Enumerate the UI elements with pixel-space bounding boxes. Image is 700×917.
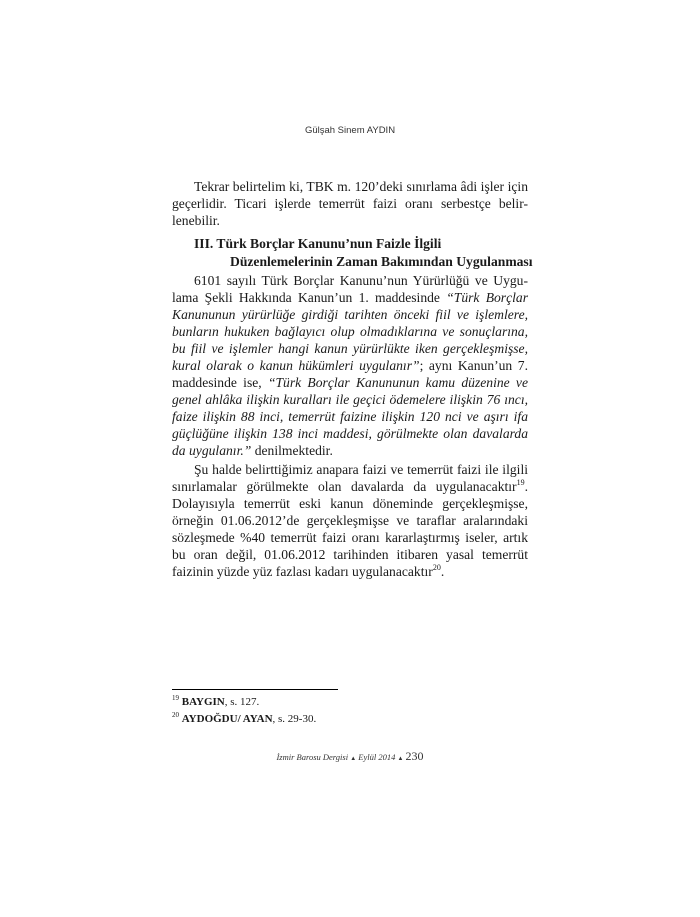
- text-segment: Şu halde belirttiğimiz anapara faizi ve temerrüt faizi ile ilgili: [194, 462, 528, 477]
- text-segment: ; aynı Kanun’un 7.: [419, 358, 528, 373]
- text-segment: da uygulanır.”: [172, 443, 252, 458]
- text-line: [172, 442, 528, 459]
- text-line: [172, 195, 528, 212]
- text-line: [172, 323, 528, 340]
- text-line: [172, 391, 528, 408]
- footnote-reference: 19: [516, 478, 525, 487]
- text-line: [172, 563, 528, 580]
- footnote-separator: [172, 689, 338, 690]
- footnote-number: 20: [172, 711, 179, 719]
- text-segment: geçerlidir. Ticari işlerde temerrüt faizi oranı serbestçe belir-: [172, 196, 528, 211]
- footnote-20: [172, 713, 316, 725]
- footnote-text: , s. 29-30.: [272, 713, 317, 725]
- text-segment: Tekrar belirtelim ki, TBK m. 120’deki sınırlama âdi işler için: [194, 179, 528, 194]
- section-heading: [172, 235, 533, 270]
- text-line: [172, 306, 528, 323]
- paragraph-1: [172, 178, 528, 229]
- text-segment: “Türk Borçlar Kanununun kamu düzenine ve: [267, 375, 528, 390]
- footnote-text: , s. 127.: [224, 696, 260, 708]
- page-number: 230: [405, 749, 424, 763]
- text-segment: örneğin 01.06.2012’de gerçekleşmişse ve taraflar aralarındaki: [172, 513, 528, 528]
- text-line: [172, 374, 528, 391]
- text-segment: güçlüğüne ilişkin 138 inci maddesi, görülmekte olan davalarda: [172, 426, 528, 441]
- footnote-reference: 20: [432, 563, 441, 572]
- separator-triangle-icon: ▲: [350, 756, 357, 762]
- text-line: [172, 425, 528, 442]
- text-segment: bunların hukuken bağlayıcı olup olmadıklarına ve sonuçlarına,: [172, 324, 528, 339]
- text-line: [172, 340, 528, 357]
- text-line: [172, 408, 528, 425]
- text-segment: “Türk Borçlar: [446, 290, 528, 305]
- text-segment: sınırlamalar görülmekte olan davalarda da uygulanacaktır: [172, 479, 517, 494]
- page-footer: [0, 749, 700, 764]
- journal-name: İzmir Barosu Dergisi: [276, 752, 349, 762]
- footnote-19: [172, 696, 259, 708]
- text-segment: genel ahlâka ilişkin kuralları ile geçici ödemelere ilişkin 76 ıncı,: [172, 392, 528, 407]
- text-line: [172, 461, 528, 478]
- text-segment: kural olarak o kanun hükümleri uygulanır”: [172, 358, 420, 373]
- running-header: Gülşah Sinem AYDIN: [304, 125, 396, 136]
- issue-date: Eylül 2014: [358, 752, 396, 762]
- text-line: [172, 495, 528, 512]
- footnote-author: BAYGIN: [181, 696, 225, 708]
- text-line: [172, 546, 528, 563]
- text-segment: 6101 sayılı Türk Borçlar Kanunu’nun Yürürlüğü ve Uygu-: [194, 273, 528, 288]
- heading-line-2: Düzenlemelerinin Zaman Bakımından Uygulanması: [230, 253, 533, 269]
- text-segment: sözleşmede %40 temerrüt faizi oranı kararlaştırmış iseler, artık: [172, 530, 528, 545]
- text-segment: lenebilir.: [172, 213, 220, 228]
- text-line: [172, 357, 528, 374]
- text-segment: .: [440, 564, 445, 579]
- text-segment: bu fiil ve işlemler hangi kanun yürürlükte iken gerçekleşmişse,: [172, 341, 528, 356]
- text-segment: faizinin yüzde yüz fazlası kadarı uygulanacaktır: [172, 564, 433, 579]
- text-line: [172, 212, 528, 229]
- paragraph-2: [172, 272, 528, 459]
- text-line: [172, 272, 528, 289]
- text-segment: lama Şekli Hakkında Kanun’un 1. maddesinde: [172, 290, 447, 305]
- text-segment: bu oran değil, 01.06.2012 tarihinden itibaren yasal temerrüt: [172, 547, 528, 562]
- text-line: [172, 512, 528, 529]
- text-segment: maddesinde ise,: [172, 375, 268, 390]
- text-segment: faize ilişkin 88 inci, temerrüt faizine ilişkin 120 nci ve aşırı ifa: [172, 409, 528, 424]
- footnote-author: AYDOĞDU/ AYAN: [181, 713, 273, 725]
- text-segment: Kanununun yürürlüğe girdiği tarihten önceki fiil ve işlemlere,: [172, 307, 528, 322]
- text-segment: .: [524, 479, 528, 494]
- text-segment: Dolayısıyla temerrüt eski kanun döneminde gerçekleşmişse,: [172, 496, 528, 511]
- paragraph-3: [172, 461, 528, 580]
- text-line: [172, 478, 528, 495]
- text-line: [172, 529, 528, 546]
- separator-triangle-icon: ▲: [397, 756, 404, 762]
- text-segment: denilmektedir.: [251, 443, 333, 458]
- heading-line-1: III. Türk Borçlar Kanunu’nun Faizle İlgili: [194, 236, 442, 251]
- footnote-number: 19: [172, 694, 179, 702]
- text-line: [172, 289, 528, 306]
- text-line: [172, 178, 528, 195]
